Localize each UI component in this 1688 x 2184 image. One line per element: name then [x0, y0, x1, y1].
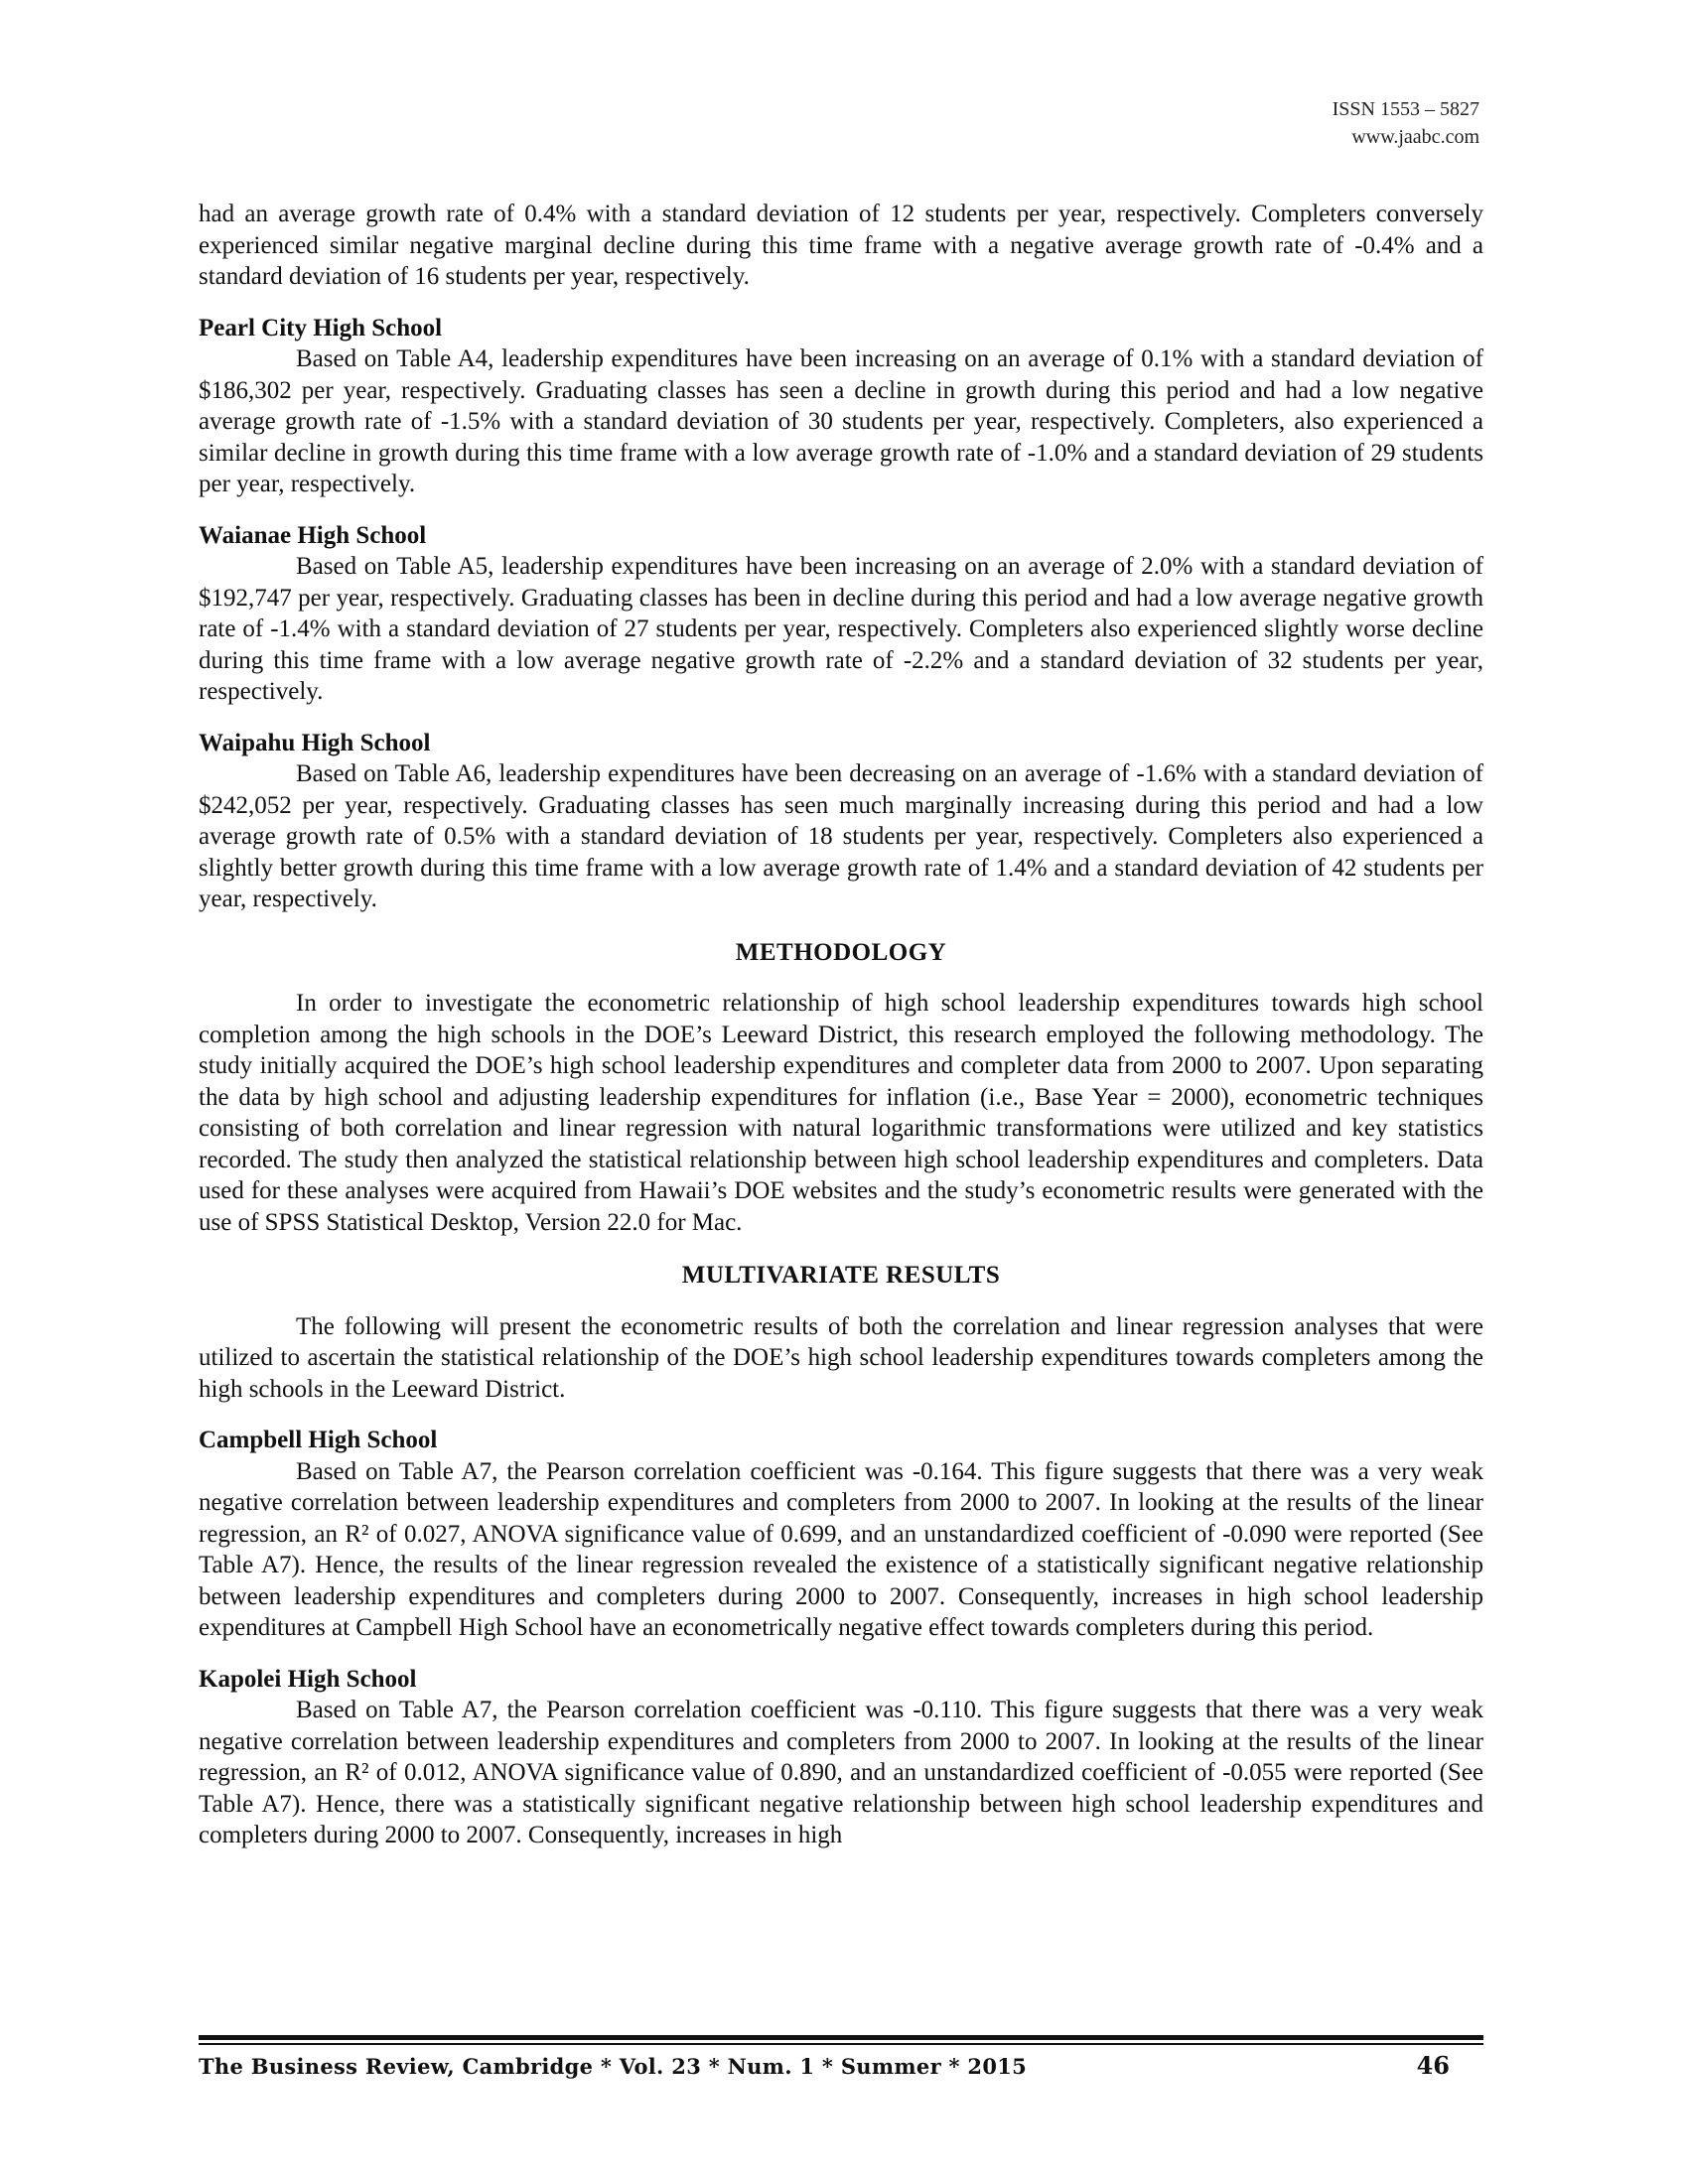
footer-row	[199, 2051, 1483, 2080]
footer-rule-thin	[199, 2043, 1483, 2045]
journal-citation: The Business Review, Cambridge * Vol. 23 * Num. 1 * Summer * 2015	[199, 2054, 1028, 2079]
section-paragraph: Based on Table A4, leadership expenditures have been increasing on an average of 0.1% with a standard deviation of $186,302 per year, respectively. Graduating classes has seen a decline in growth during this period and had a low negative average growth rate of -1.5% with a standard deviation of 30 students per year, respectively. Completers, also experienced a similar decline in growth during this time frame with a low average growth rate of -1.0% and a standard deviation of 29 students per year, respectively.	[199, 345, 1483, 497]
website-link[interactable]: www.jaabc.com	[1351, 126, 1479, 148]
page-header	[1333, 95, 1479, 151]
multivariate-intro-paragraph: The following will present the econometric results of both the correlation and linear regression analyses that were utilized to ascertain the statistical relationship of the DOE’s high school leadership expenditures towards completers among the high schools in the Leeward District.	[199, 1312, 1483, 1403]
section-heading: Campbell High School	[199, 1427, 438, 1453]
school-section-waianae	[199, 520, 1483, 708]
intro-paragraph: had an average growth rate of 0.4% with a standard deviation of 12 students per year, respectively. Completers conversely experienced similar negative marginal decline during this time frame with a negative average growth rate of -0.4% and a standard deviation of 16 students per year, respectively.	[199, 201, 1483, 290]
school-section-waipahu	[199, 728, 1483, 915]
section-heading: Waianae High School	[199, 521, 427, 549]
section-heading: Waipahu High School	[199, 729, 431, 756]
school-section-kapolei	[199, 1664, 1483, 1851]
main-content	[199, 199, 1483, 1851]
section-heading: Pearl City High School	[199, 314, 443, 341]
section-paragraph: Based on Table A5, leadership expenditures have been increasing on an average of 2.0% with a standard deviation of $192,747 per year, respectively. Graduating classes has been in decline during this period and had a low average negative growth rate of -1.4% with a standard deviation of 27 students per year, respectively. Completers also experienced slightly worse decline during this time frame with a low average negative growth rate of -2.2% and a standard deviation of 32 students per year, respectively.	[199, 553, 1483, 705]
issn-label: ISSN 1553 – 5827	[1332, 98, 1479, 120]
section-paragraph: Based on Table A7, the Pearson correlation coefficient was -0.110. This figure suggests that there was a very weak negative correlation between leadership expenditures and completers from 2000 to 2007. In looking at the results of the linear regression, an R² of 0.012, ANOVA significance value of 0.890, and an unstandardized coefficient of -0.055 were reported (See Table A7). Hence, there was a statistically significant negative relationship between high school leadership expenditures and completers during 2000 to 2007. Consequently, increases in high	[199, 1697, 1483, 1848]
section-paragraph: Based on Table A7, the Pearson correlation coefficient was -0.164. This figure suggests that there was a very weak negative correlation between leadership expenditures and completers from 2000 to 2007. In looking at the results of the linear regression, an R² of 0.027, ANOVA significance value of 0.699, and an unstandardized coefficient of -0.090 were reported (See Table A7). Hence, the results of the linear regression revealed the existence of a statistically significant negative relationship between leadership expenditures and completers during 2000 to 2007. Consequently, increases in high school leadership expenditures at Campbell High School have an econometrically negative effect towards completers during this period.	[199, 1457, 1483, 1641]
section-heading: Kapolei High School	[199, 1665, 417, 1693]
methodology-paragraph: In order to investigate the econometric relationship of high school leadership expenditures towards high school completion among the high schools in the DOE’s Leeward District, this research employed the following methodology. The study initially acquired the DOE’s high school leadership expenditures and completer data from 2000 to 2007. Upon separating the data by high school and adjusting leadership expenditures for inflation (i.e., Base Year = 2000), econometric techniques consisting of both correlation and linear regression with natural logarithmic transformations were utilized and key statistics recorded. The study then analyzed the statistical relationship between high school leadership expenditures and completers. Data used for these analyses were acquired from Hawaii’s DOE websites and the study’s econometric results were generated with the use of SPSS Statistical Desktop, Version 22.0 for Mac.	[199, 990, 1483, 1236]
school-section-pearl-city	[199, 313, 1483, 500]
school-section-campbell	[199, 1425, 1483, 1644]
multivariate-results-title: MULTIVARIATE RESULTS	[681, 1262, 1001, 1289]
methodology-title: METHODOLOGY	[735, 938, 947, 966]
section-paragraph: Based on Table A6, leadership expenditures have been decreasing on an average of -1.6% with a standard deviation of $242,052 per year, respectively. Graduating classes has seen much marginally increasing during this period and had a low average growth rate of 0.5% with a standard deviation of 18 students per year, respectively. Completers also experienced a slightly better growth during this time frame with a low average growth rate of 1.4% and a standard deviation of 42 students per year, respectively.	[199, 760, 1483, 912]
page-footer	[199, 2035, 1483, 2080]
page-number: 46	[1416, 2051, 1450, 2080]
footer-rule-thick	[199, 2035, 1483, 2040]
